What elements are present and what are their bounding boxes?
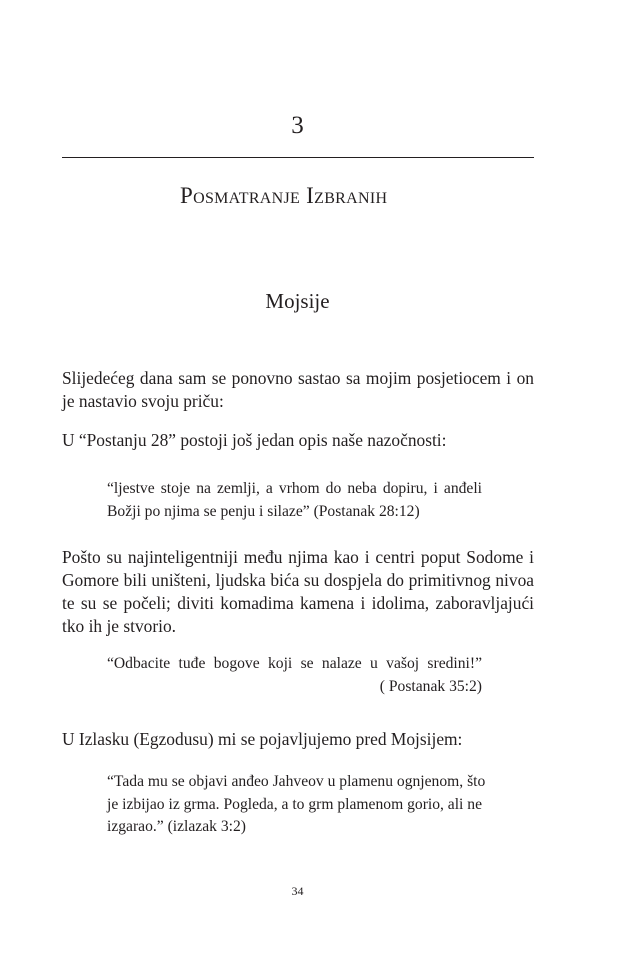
section-heading: Mojsije <box>265 289 330 313</box>
quote-postanak-28 <box>107 478 482 523</box>
paragraph-line: Gomore bili uništeni, ljudska bića su dospjela do primitivnog nivoa <box>62 570 534 590</box>
quote-line: “ljestve stoje na zemlji, a vrhom do neba dopiru, i anđeli <box>107 480 482 497</box>
paragraph-line: te su se počeli; diviti komadima kamena i idolima, zaboravljajući <box>62 593 534 613</box>
paragraph-line: Pošto su najinteligentniji među njima kao i centri poput Sodome i <box>62 547 534 567</box>
chapter-number: 3 <box>291 112 304 139</box>
quote-line: Božji po njima se penju i silaze” (Postanak 28:12) <box>107 502 420 520</box>
paragraph-line: U Izlasku (Egzodusu) mi se pojavljujemo pred Mojsijem: <box>62 729 463 749</box>
page-number: 34 <box>291 884 304 898</box>
quote-postanak-35 <box>107 653 482 698</box>
chapter-divider <box>62 157 534 158</box>
paragraph-line: Slijedećeg dana sam se ponovno sastao sa mojim posjetiocem i on <box>62 368 534 388</box>
quote-izlazak-3 <box>107 771 486 839</box>
quote-line: “Odbacite tuđe bogove koji se nalaze u vašoj sredini!” <box>107 655 482 672</box>
paragraph-intro <box>62 367 534 413</box>
paragraph-line: U “Postanju 28” postoji još jedan opis naše nazočnosti: <box>62 430 447 450</box>
paragraph-izlazak <box>62 728 534 751</box>
paragraph-postanje <box>62 429 534 452</box>
quote-citation: ( Postanak 35:2) <box>379 677 482 695</box>
paragraph-sodoma <box>62 546 534 638</box>
quote-line: je izbijao iz grma. Pogleda, a to grm plamenom gorio, ali ne <box>107 795 483 813</box>
paragraph-line: tko ih je stvorio. <box>62 616 176 636</box>
chapter-title: Posmatranje Izbranih <box>180 183 388 208</box>
quote-line: izgarao.” (izlazak 3:2) <box>107 818 246 835</box>
paragraph-line: je nastavio svoju priču: <box>62 391 224 411</box>
quote-line: “Tada mu se objavi anđeo Jahveov u plamenu ognjenom, što <box>107 773 486 790</box>
